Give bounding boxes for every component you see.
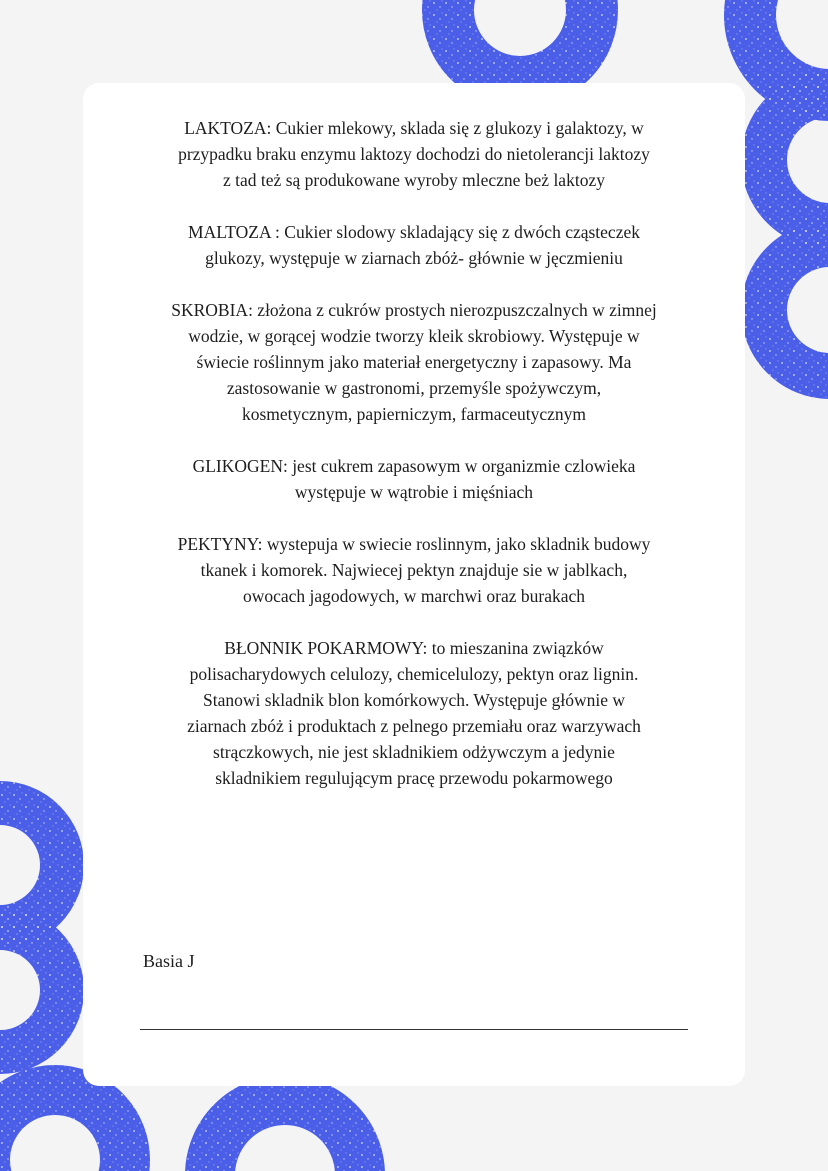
text-line: Stanowi skladnik blon komórkowych. Występuje głównie w [203,690,625,710]
paragraph-maltoza [129,219,699,271]
text-line: z tad też są produkowane wyroby mleczne beż laktozy [223,170,605,190]
content-card [83,83,745,1086]
signature-line [140,1029,688,1030]
text-line: świecie roślinnym jako materiał energetyczny i zapasowy. Ma [196,352,632,372]
text-line: zastosowanie w gastronomi, przemyśle spożywczym, [226,378,602,398]
text-line: PEKTYNY: wystepuja w swiecie roslinnym, jako skladnik budowy [177,534,651,554]
paragraph-glikogen [129,453,699,505]
text-line: strączkowych, nie jest skladnikiem odżywczym a jedynie [213,742,615,762]
text-line: skladnikiem regulującym pracę przewodu pokarmowego [215,768,613,788]
text-line: przypadku braku enzymu laktozy dochodzi do nietolerancji laktozy [178,144,650,164]
text-line: GLIKOGEN: jest cukrem zapasowym w organizmie czlowieka [192,456,636,476]
text-line: wodzie, w gorącej wodzie tworzy kleik skrobiowy. Występuje w [188,326,640,346]
text-line: SKROBIA: złożona z cukrów prostych nierozpuszczalnych w zimnej [171,300,657,320]
text-line: glukozy, występuje w ziarnach zbóż- głównie w jęczmieniu [205,248,623,268]
paragraph-laktoza [129,115,699,193]
paragraph-pektyny [129,531,699,609]
text-line: kosmetycznym, papierniczym, farmaceutycznym [241,404,587,424]
signature-name: Basia J [143,951,195,971]
paragraph-skrobia [129,297,699,427]
text-line: owocach jagodowych, w marchwi oraz burakach [242,586,586,606]
text-line: występuje w wątrobie i mięśniach [294,482,534,502]
text-line: BŁONNIK POKARMOWY: to mieszanina związków [224,638,604,658]
text-line: tkanek i komorek. Najwiecej pektyn znajduje sie w jablkach, [200,560,628,580]
text-line: polisacharydowych celulozy, chemicelulozy, pektyn oraz lignin. [189,664,639,684]
document-body [129,115,699,817]
text-line: ziarnach zbóż i produktach z pelnego przemiału oraz warzywach [187,716,641,736]
text-line: MALTOZA : Cukier slodowy skladający się z dwóch cząsteczek [188,222,640,242]
paragraph-blonnik [129,635,699,791]
text-line: LAKTOZA: Cukier mlekowy, sklada się z glukozy i galaktozy, w [184,118,644,138]
